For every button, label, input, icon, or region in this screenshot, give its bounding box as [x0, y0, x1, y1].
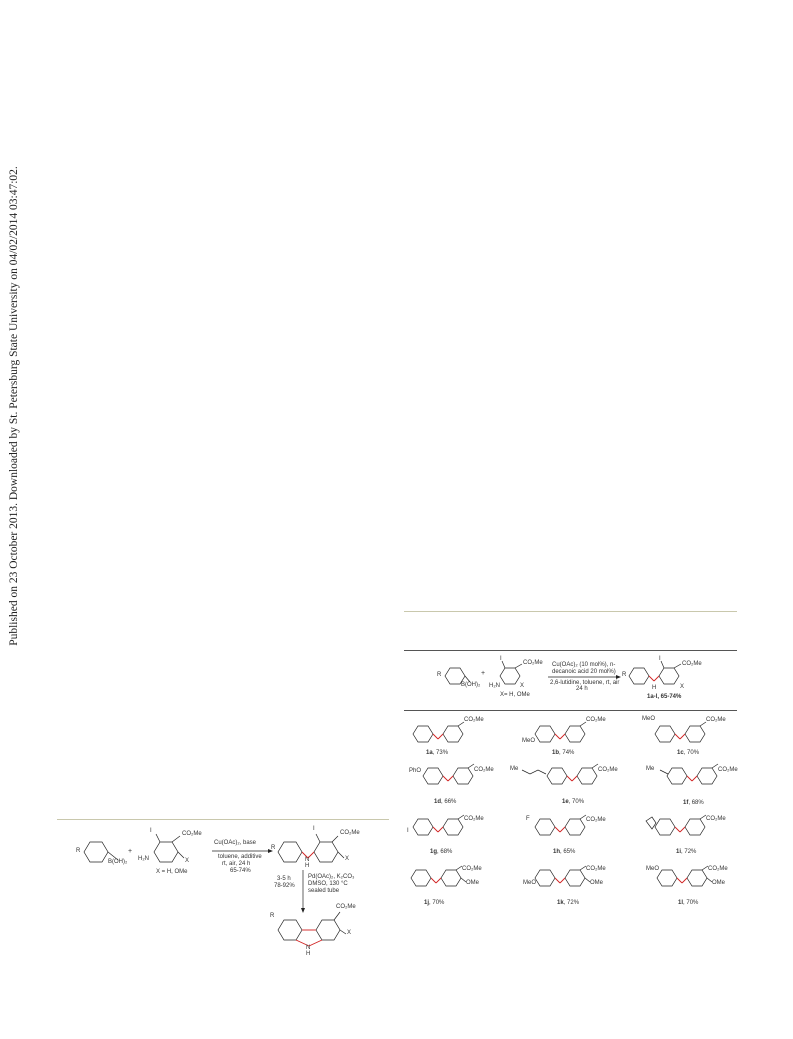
rh-product-x: X	[680, 684, 685, 690]
cond2-line1: Pd(OAc)₂, K₂CO₃	[308, 874, 355, 880]
compound-1i-label: 1i, 72%	[676, 849, 697, 855]
rh-x-label: X	[520, 683, 525, 689]
rh-product-label: 1a-l, 65-74%	[647, 694, 682, 700]
compound-1a-label: 1a, 73%	[426, 750, 449, 756]
left-amine-label: H₂N	[138, 856, 149, 862]
compound-1e-sub: Me	[510, 766, 519, 772]
left-iodo-label: I	[150, 828, 152, 834]
compound-1j-ome: OMe	[466, 880, 480, 886]
left-x-label: X	[185, 858, 190, 864]
compound-1f-ester: CO₂Me	[718, 767, 738, 773]
compound-1f-label: 1f, 68%	[683, 800, 704, 806]
rh-amine-label: H₂N	[489, 683, 500, 689]
compound-1d-ester: CO₂Me	[474, 767, 494, 773]
compound-1d-sub: PhO	[409, 768, 422, 774]
compound-1l-label: 1l, 70%	[678, 900, 699, 906]
compound-1c-sub: MeO	[642, 716, 656, 722]
rh-product-iodo: I	[659, 656, 661, 662]
compound-1g-ester: CO₂Me	[464, 816, 484, 822]
product-ester-label: CO₂Me	[340, 830, 360, 836]
carbazole-n-label: N	[306, 945, 311, 951]
cond2-line3: sealed tube	[308, 888, 340, 894]
compound-1i-ester: CO₂Me	[706, 816, 726, 822]
rh-product-r: R	[622, 672, 627, 678]
compound-1f-sub: Me	[646, 766, 655, 772]
compound-1g-sub: I	[407, 828, 409, 834]
compound-1j-label: 1j, 70%	[424, 900, 445, 906]
rh-plus: +	[481, 670, 486, 677]
left-plus: +	[128, 848, 133, 855]
carbazole-x-label: X	[347, 930, 352, 936]
cond1-line2: toluene, additive	[218, 854, 262, 860]
compound-1h-label: 1h, 65%	[553, 849, 576, 855]
product-r-label: R	[271, 845, 276, 851]
compound-1d-label: 1d, 66%	[434, 799, 457, 805]
compound-1j-ester: CO₂Me	[462, 866, 482, 872]
rh-cond-bot1: 2,6-lutidine, toluene, rt, air	[550, 680, 620, 686]
compound-1h-sub: F	[526, 816, 530, 822]
product-iodo-label: I	[313, 826, 315, 832]
cond1-line3: rt, air, 24 h	[222, 861, 251, 867]
compound-1e-ester: CO₂Me	[598, 767, 618, 773]
rh-product-h: H	[652, 685, 657, 691]
rh-boronic-label: B(OH)₂	[461, 682, 481, 688]
compound-1a-ester: CO₂Me	[464, 717, 484, 723]
left-ester-label: CO₂Me	[182, 831, 202, 837]
compound-1c-label: 1c, 70%	[677, 750, 700, 756]
rh-cond-top1: Cu(OAc)₂ (10 mol%), n-	[552, 662, 616, 668]
product-x-label: X	[345, 856, 350, 862]
compound-1k-label: 1k, 72%	[557, 900, 580, 906]
carbazole-r-label: R	[270, 913, 275, 919]
compound-1b-ester: CO₂Me	[586, 717, 606, 723]
compound-1k-ome: OMe	[590, 880, 604, 886]
rh-iodo-label: I	[500, 656, 502, 662]
compound-1e-label: 1e, 70%	[562, 799, 585, 805]
rh-product-ester: CO₂Me	[682, 661, 702, 667]
carbazole-ester-label: CO₂Me	[336, 904, 356, 910]
compound-1l-ome: OMe	[712, 880, 726, 886]
carbazole-h-label: H	[306, 951, 311, 957]
rh-r-label: R	[437, 672, 442, 678]
compound-1l-sub: MeO	[646, 866, 660, 872]
cond2-line2: DMSO, 130 °C	[308, 881, 348, 887]
compound-1h-ester: CO₂Me	[586, 817, 606, 823]
cond1-line4: 65-74%	[230, 868, 251, 874]
cond1-top: Cu(OAc)₂, base	[214, 840, 257, 846]
compound-1b-label: 1b, 74%	[552, 750, 575, 756]
left-x-definition: X = H, OMe	[156, 869, 188, 875]
compound-1l-ester: CO₂Me	[708, 866, 728, 872]
rh-ester-label: CO₂Me	[523, 660, 543, 666]
compound-1k-ester: CO₂Me	[586, 866, 606, 872]
cond2-time: 3-5 h	[277, 876, 291, 882]
compound-1g-label: 1g, 68%	[430, 849, 453, 855]
download-note: Published on 23 October 2013. Downloaded by St. Petersburg State University on 04/02/2014 03:47:02.	[8, 166, 20, 646]
rh-cond-bot2: 24 h	[576, 686, 588, 692]
rh-x-definition: X= H, OMe	[500, 692, 530, 698]
cond2-yield: 78-92%	[274, 883, 295, 889]
compound-1k-sub: MeO	[523, 880, 537, 886]
rh-cond-top2: decanoic acid 20 mol%)	[552, 669, 616, 675]
compound-1b-sub: MeO	[522, 738, 536, 744]
product-n-label: N	[305, 857, 310, 863]
product-h-label: H	[305, 863, 310, 869]
left-r-label: R	[76, 848, 81, 854]
left-boronic-label: B(OH)₂	[108, 859, 128, 865]
compound-1c-ester: CO₂Me	[706, 717, 726, 723]
